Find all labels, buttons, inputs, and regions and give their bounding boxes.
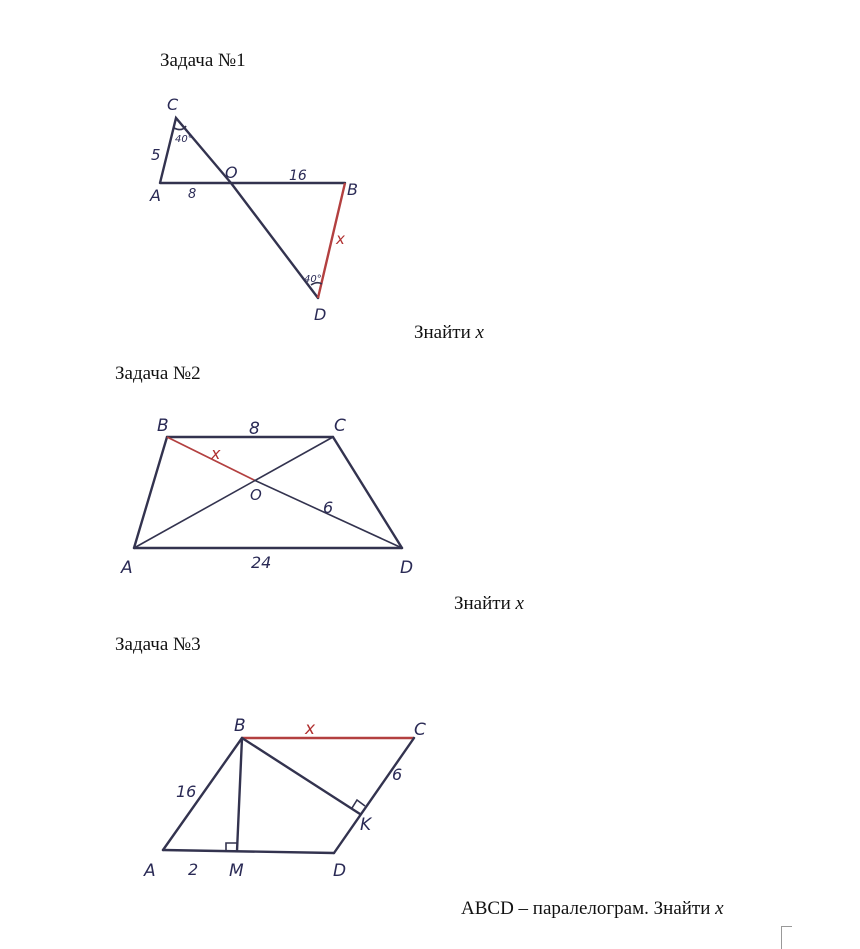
task3-label-d: D bbox=[333, 861, 347, 881]
task3-label-k: K bbox=[360, 815, 372, 835]
task1-label-a: A bbox=[150, 186, 161, 205]
page-corner-mark bbox=[781, 926, 792, 949]
task2-label-b: B bbox=[157, 416, 169, 436]
task3-side-ad bbox=[163, 850, 334, 853]
task2-side-ad-value: 24 bbox=[251, 553, 272, 572]
task3-height-bm bbox=[237, 738, 242, 851]
task3-label-m: M bbox=[229, 861, 244, 881]
task3-side-cd bbox=[334, 738, 414, 853]
task3-side-cd-value: 6 bbox=[392, 765, 403, 784]
task3-height-bk bbox=[242, 738, 360, 814]
task3-label-c: C bbox=[414, 720, 426, 740]
task2-label-o: O bbox=[250, 486, 262, 504]
task3-caption bbox=[461, 898, 724, 920]
task3-right-angle-k bbox=[352, 800, 365, 808]
task1-label-d: D bbox=[314, 305, 327, 324]
task3-caption-var: x bbox=[715, 898, 724, 919]
task2-label-d: D bbox=[400, 558, 414, 578]
task3-label-b: B bbox=[234, 716, 246, 736]
task1-side-ob: 16 bbox=[289, 168, 307, 184]
task2-seg-bo-value: x bbox=[211, 444, 221, 463]
task2-caption-text: Знайти bbox=[454, 593, 511, 614]
task2-caption-var: x bbox=[515, 593, 524, 614]
task3-right-angle-m bbox=[226, 843, 237, 851]
task1-side-ac: 5 bbox=[151, 146, 161, 164]
task3-label-a: A bbox=[144, 861, 156, 881]
task2-label-c: C bbox=[334, 416, 346, 436]
task3-side-ab bbox=[163, 738, 242, 850]
task1-angle-c: 40° bbox=[175, 134, 193, 145]
task2-label-a: A bbox=[121, 558, 133, 578]
task1-label-c: C bbox=[167, 95, 179, 114]
task1-angle-d: 40° bbox=[304, 274, 322, 285]
task1-heading: Задача №1 bbox=[160, 50, 246, 71]
task1-label-b: B bbox=[347, 180, 358, 199]
task1-side-bd: x bbox=[336, 230, 345, 248]
task3-side-ab-value: 16 bbox=[176, 782, 197, 801]
task3-heading: Задача №3 bbox=[115, 634, 201, 655]
task1-side-ao: 8 bbox=[188, 187, 197, 202]
task3-caption-text: ABCD – паралелограм. Знайти bbox=[461, 898, 711, 919]
task3-seg-am-value: 2 bbox=[188, 860, 199, 879]
task2-side-bc-value: 8 bbox=[249, 419, 260, 439]
task1-caption-var: x bbox=[475, 322, 484, 343]
task1-caption-text: Знайти bbox=[414, 322, 471, 343]
task3-side-bc-value: x bbox=[305, 719, 316, 739]
task2-seg-od-value: 6 bbox=[323, 498, 334, 517]
task1-label-o: O bbox=[225, 163, 238, 182]
task2-heading: Задача №2 bbox=[115, 363, 201, 384]
